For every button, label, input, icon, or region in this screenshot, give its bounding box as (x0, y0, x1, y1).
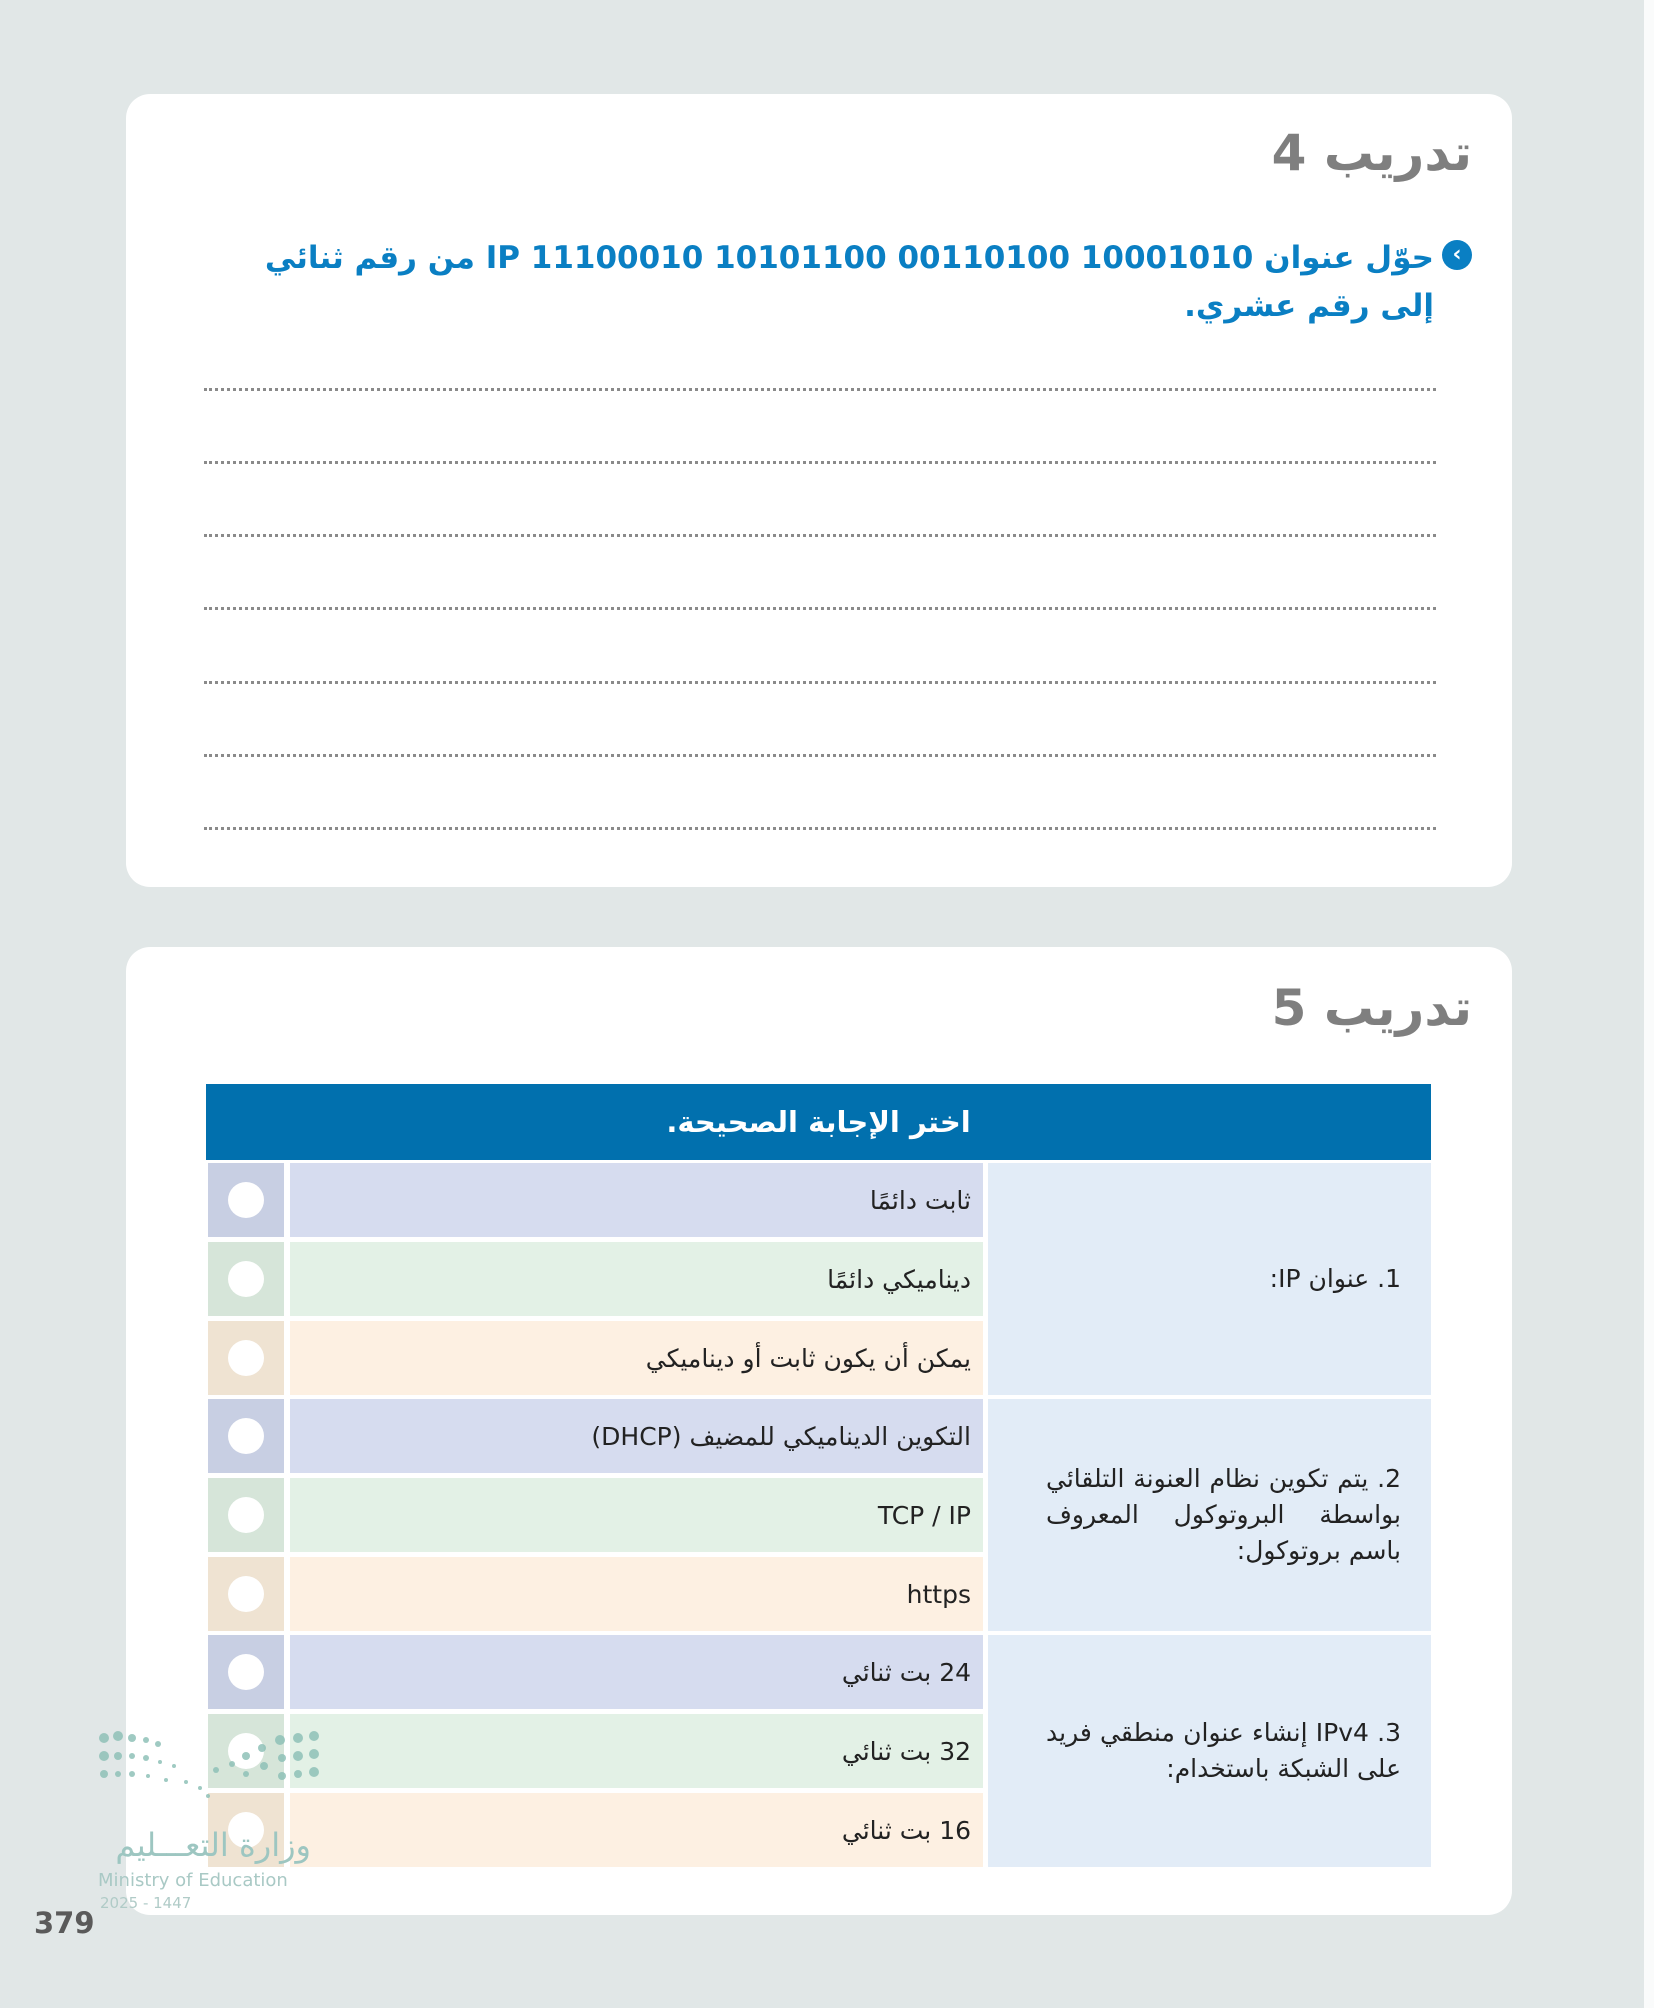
option-radio[interactable] (208, 1557, 284, 1631)
table-header: اختر الإجابة الصحيحة. (206, 1084, 1431, 1160)
ministry-logo (96, 1726, 326, 1916)
option-radio[interactable] (208, 1635, 284, 1709)
option-cell[interactable]: يمكن أن يكون ثابت أو ديناميكي (290, 1321, 983, 1395)
answer-line[interactable] (204, 461, 1436, 464)
radio-circle-icon[interactable] (228, 1654, 264, 1690)
option-radio[interactable] (208, 1321, 284, 1395)
question-text: 3. IPv4 إنشاء عنوان منطقي فريد على الشبكة باستخدام: (1046, 1718, 1401, 1783)
option-radio[interactable] (208, 1163, 284, 1237)
radio-circle-icon[interactable] (228, 1497, 264, 1533)
radio-circle-icon[interactable] (228, 1261, 264, 1297)
exercise-4-card (126, 94, 1512, 887)
option-cell[interactable]: ثابت دائمًا (290, 1163, 983, 1237)
option-cell[interactable]: 32 بت ثنائي (290, 1714, 983, 1788)
question-cell (988, 1399, 1431, 1631)
radio-circle-icon[interactable] (228, 1182, 264, 1218)
radio-circle-icon[interactable] (228, 1340, 264, 1376)
exercise-5-title: تدريب 5 (1271, 979, 1472, 1037)
question-cell (988, 1635, 1431, 1867)
ministry-dots-icon (96, 1726, 326, 1826)
option-cell[interactable]: 16 بت ثنائي (290, 1793, 983, 1867)
exercise-4-title: تدريب 4 (1271, 124, 1472, 182)
question-cell (988, 1163, 1431, 1395)
ministry-year: 2025 - 1447 (100, 1894, 192, 1912)
answer-line[interactable] (204, 754, 1436, 757)
question-text: 2. يتم تكوين نظام العنونة التلقائي بواسطة البروتوكول المعروف باسم بروتوكول: (1046, 1464, 1401, 1565)
ministry-name-arabic: وزارة التعـــليم (115, 1826, 311, 1864)
option-cell[interactable]: TCP / IP (290, 1478, 983, 1552)
answer-line[interactable] (204, 681, 1436, 684)
question-text: 1. عنوان IP: (1269, 1264, 1401, 1293)
page-number: 379 (34, 1906, 95, 1940)
answer-line[interactable] (204, 607, 1436, 610)
answer-line[interactable] (204, 388, 1436, 391)
option-radio[interactable] (208, 1242, 284, 1316)
option-radio[interactable] (208, 1399, 284, 1473)
radio-circle-icon[interactable] (228, 1418, 264, 1454)
option-cell[interactable]: https (290, 1557, 983, 1631)
answer-line[interactable] (204, 534, 1436, 537)
option-radio[interactable] (208, 1478, 284, 1552)
option-cell[interactable]: التكوين الديناميكي للمضيف (DHCP) (290, 1399, 983, 1473)
exercise-4-question: حوّل عنوان IP 11100010 10101100 00110100 10001010 من رقم ثنائي إلى رقم عشري. (264, 240, 1434, 324)
radio-circle-icon[interactable] (228, 1576, 264, 1612)
option-cell[interactable]: ديناميكي دائمًا (290, 1242, 983, 1316)
chevron-left-icon: ‹ (1442, 240, 1472, 270)
page-edge (1644, 0, 1654, 2008)
option-cell[interactable]: 24 بت ثنائي (290, 1635, 983, 1709)
ministry-name-english: Ministry of Education (98, 1870, 288, 1891)
exercise-5-card (126, 947, 1512, 1915)
answer-line[interactable] (204, 827, 1436, 830)
